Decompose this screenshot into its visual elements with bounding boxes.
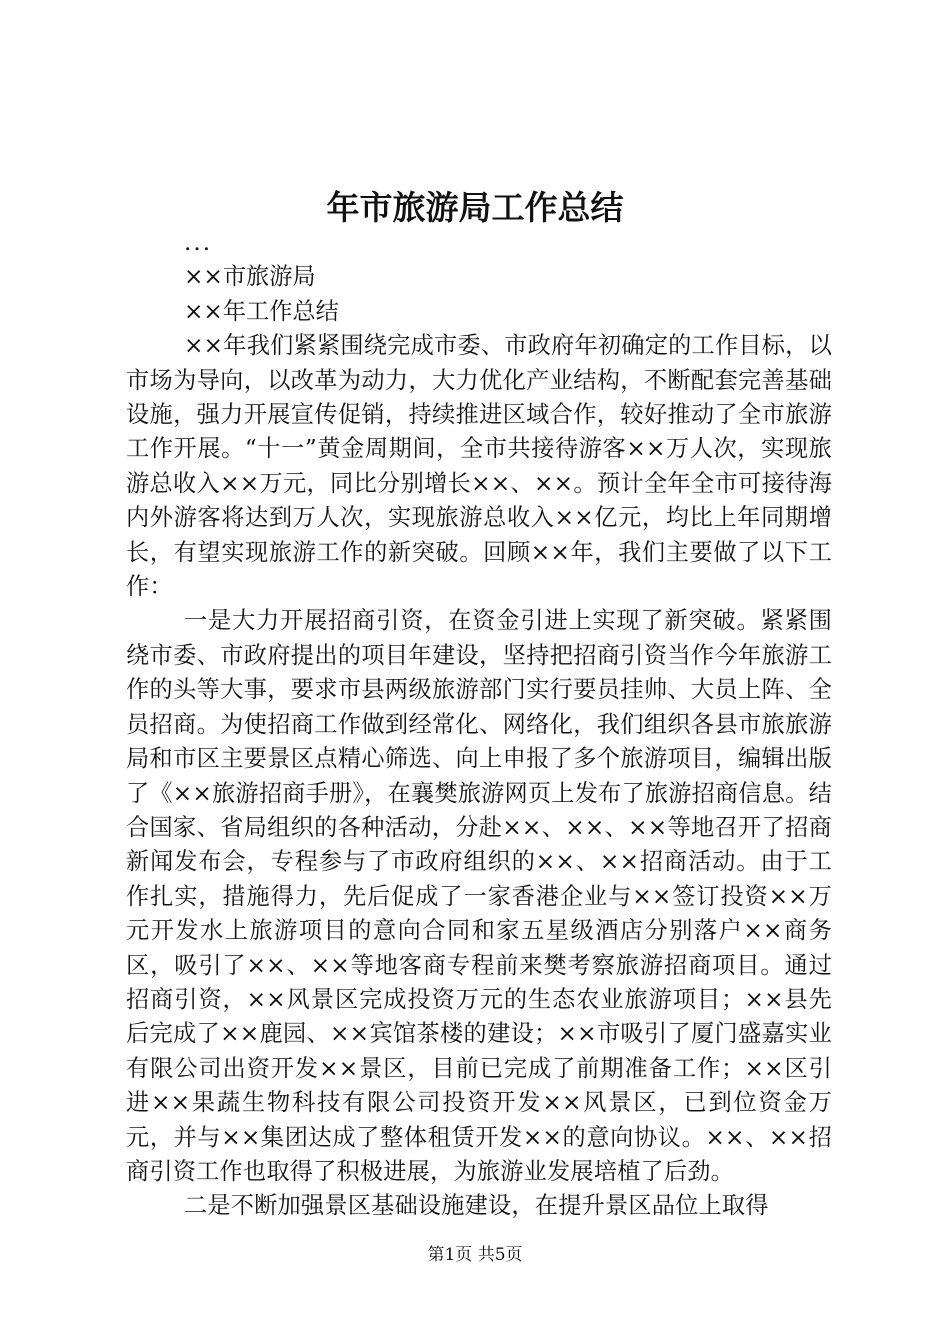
paragraph-intro: ××年我们紧紧围绕完成市委、市政府年初确定的工作目标，以市场为导向，以改革为动力，大力优化产业结构，不断配套完善基础设施，强力开展宣传促销，持续推进区域合作，较好推动了全市旅游工作开展。“十一”黄金周期间，全市共接待游客××万人次，实现旅游总收入××万元，同比分别增长××、××。预计全年全市可接待海内外游客将达到万人次，实现旅游总收入××亿元，均比上年同期增长，有望实现旅游工作的新突破。回顾××年，我们主要做了以下工作： [126,332,832,601]
page-indicator: 第1页 共5页 [427,1245,523,1265]
paragraph-investment: 一是大力开展招商引资，在资金引进上实现了新突破。紧紧围绕市委、市政府提出的项目年建设，坚持把招商引资当作今年旅游工作的头等大事，要求市县两级旅游部门实行要员挂帅、大员上阵、全员招商。为使招商工作做到经常化、网络化，我们组织各县市旅旅游局和市区主要景区点精心筛选、向上申报了多个旅游项目，编辑出版了《××旅游招商手册》，在襄樊旅游网页上发布了旅游招商信息。结合国家、省局组织的各种活动，分赴××、××、××等地召开了招商新闻发布会，专程参与了市政府组织的××、××招商活动。由于工作扎实，措施得力，先后促成了一家香港企业与××签订投资××万元开发水上旅游项目的意向合同和家五星级酒店分别落户××商务区，吸引了××、××等地客商专程前来樊考察旅游招商项目。通过招商引资，××风景区完成投资万元的生态农业旅游项目；××县先后完成了××鹿园、××宾馆茶楼的建设；××市吸引了厦门盛嘉实业有限公司出资开发××景区，目前已完成了前期准备工作；××区引进××果蔬生物科技有限公司投资开发××风景区，已到位资金万元，并与××集团达成了整体租赁开发××的意向协议。××、××招商引资工作也取得了积极进展，为旅游业发展培植了后劲。 [126,607,832,1185]
paragraph-infrastructure: 二是不断加强景区基础设施建设，在提升景区品位上取得 [184,1192,769,1220]
document-title: 年市旅游局工作总结 [326,188,624,227]
ellipsis-line: ... [184,229,213,256]
organization-heading: ××市旅游局 [184,263,316,291]
document-body [126,226,832,1224]
report-heading: ××年工作总结 [184,297,339,325]
